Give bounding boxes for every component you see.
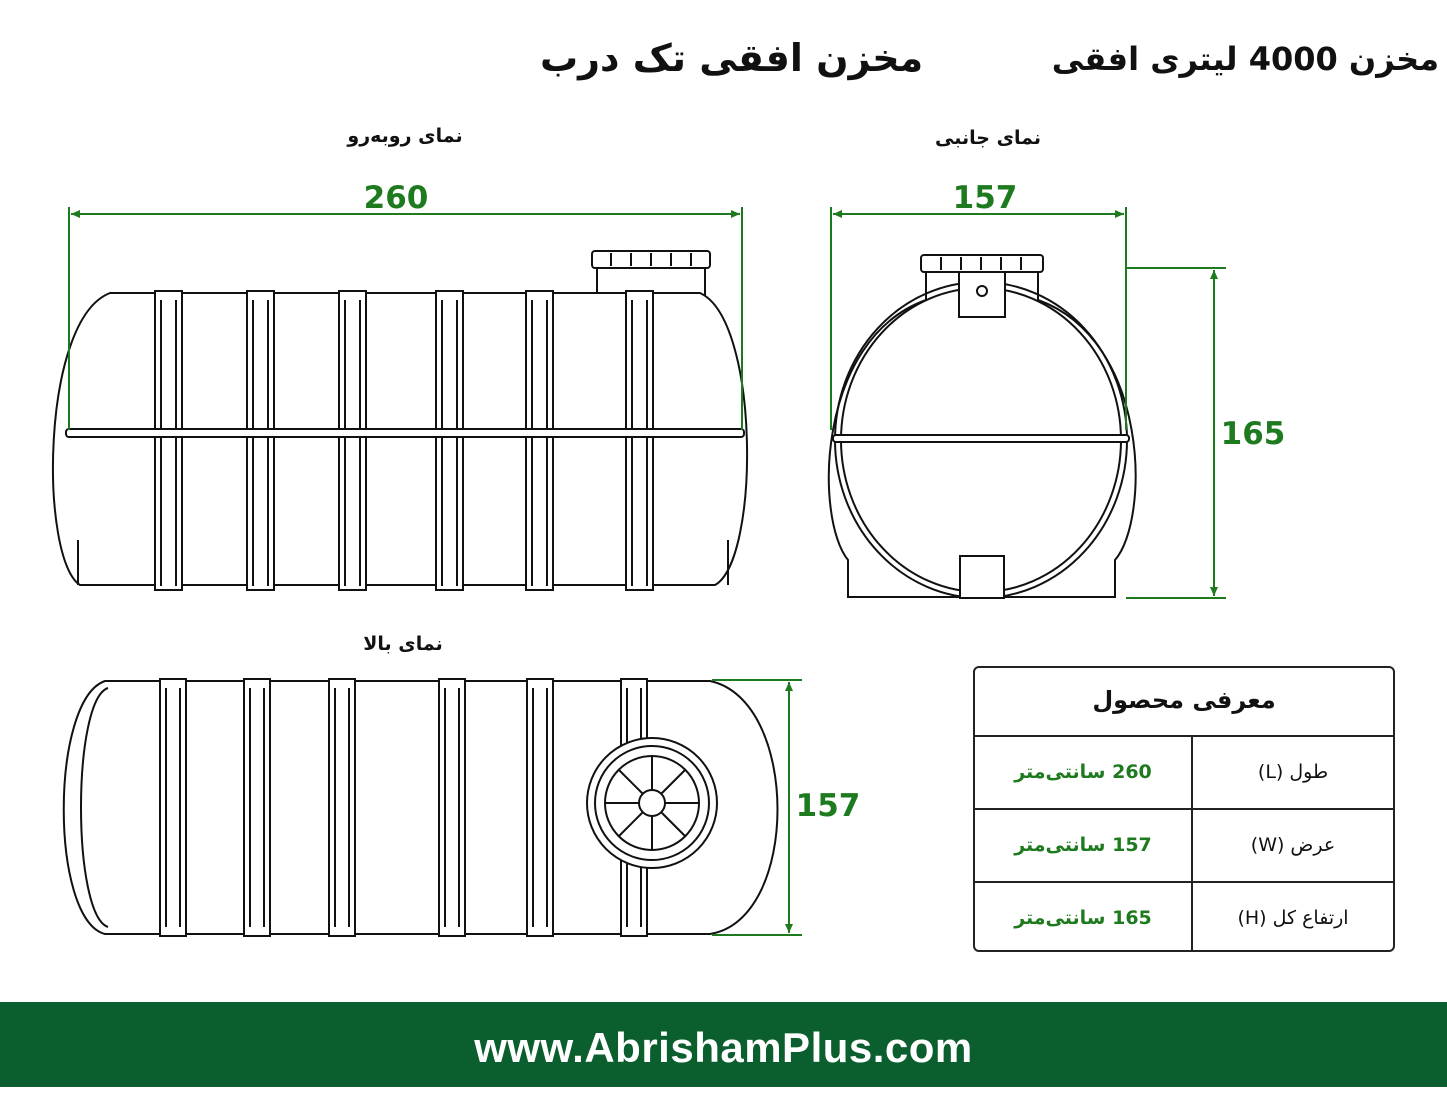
top-view-tank xyxy=(64,679,778,936)
spec-value: 165 سانتی‌متر xyxy=(975,883,1193,952)
spec-table-heading: معرفی محصول xyxy=(975,668,1393,737)
side-view-tank xyxy=(829,255,1136,598)
spec-value: 260 سانتی‌متر xyxy=(975,737,1193,808)
main-title: مخزن افقی تک درب xyxy=(540,36,924,80)
height-dimension xyxy=(1126,268,1226,598)
spec-row-height xyxy=(975,883,1393,952)
front-cap-icon xyxy=(592,251,710,295)
length-dimension-label: 260 xyxy=(363,180,429,216)
front-view-label: نمای روبه‌رو xyxy=(347,125,463,147)
footer-bar xyxy=(0,1002,1447,1087)
height-dimension-label: 165 xyxy=(1220,416,1286,452)
side-width-dimension-label: 157 xyxy=(952,180,1018,216)
spec-row-width xyxy=(975,810,1393,883)
top-view-label: نمای بالا xyxy=(363,633,443,655)
spec-row-length xyxy=(975,737,1393,810)
spec-label: طول (L) xyxy=(1257,761,1329,783)
front-view-tank xyxy=(53,251,747,590)
top-lid-icon xyxy=(587,738,717,868)
side-view-label: نمای جانبی xyxy=(935,127,1041,149)
spec-label: عرض (W) xyxy=(1250,834,1336,856)
side-belt xyxy=(833,435,1129,442)
product-spec-table xyxy=(973,666,1395,952)
website-link[interactable]: www.AbrishamPlus.com xyxy=(474,1024,973,1071)
spec-value: 157 سانتی‌متر xyxy=(975,810,1193,881)
top-width-dimension-label: 157 xyxy=(795,788,861,824)
side-cap-icon xyxy=(921,255,1043,272)
front-belt xyxy=(66,429,744,437)
capacity-title: مخزن 4000 لیتری افقی xyxy=(1051,40,1439,78)
spec-label: ارتفاع کل (H) xyxy=(1237,907,1349,929)
